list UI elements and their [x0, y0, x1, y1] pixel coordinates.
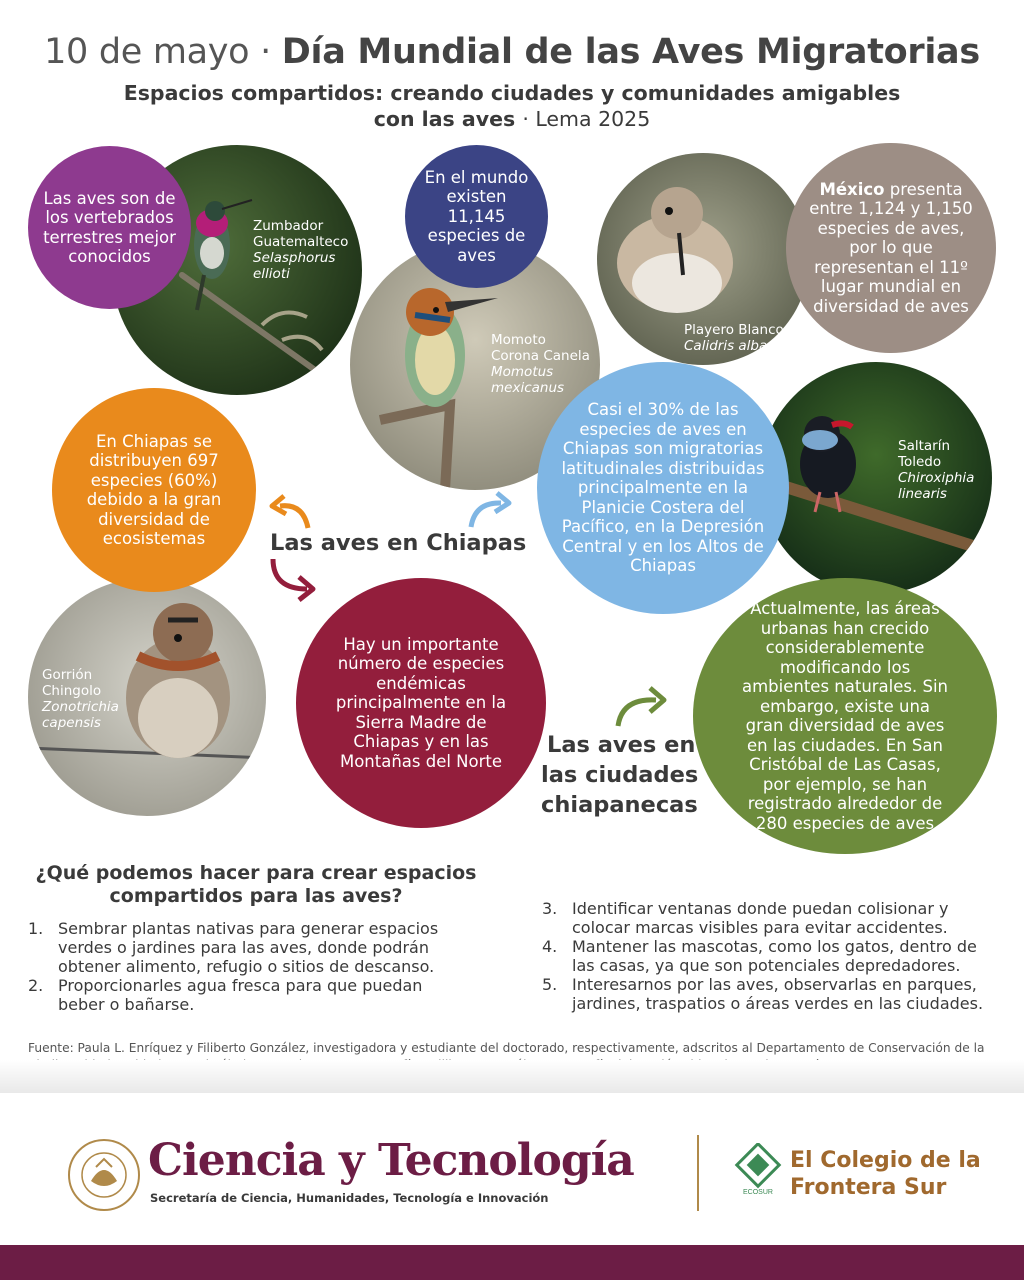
- list-item: [542, 899, 1000, 937]
- list-item: [542, 975, 1000, 1013]
- migratorias-text: Casi el 30% de las especies de aves en Chiapas son migratorias latitudinales distribuidas principalmente en la Planicie Costera del Pacífico, en la Depresión Central y en los Altos de Chiapas: [561, 400, 765, 576]
- caption-saltarin-scientific: [898, 470, 978, 502]
- actions-heading: [0, 862, 512, 908]
- title-date: 10 de mayo: [44, 32, 250, 72]
- item-number: 3.: [542, 899, 558, 918]
- caption-playero-scientific: [684, 338, 794, 354]
- item-number: 4.: [542, 937, 558, 956]
- ecosur-logo-icon: [734, 1143, 782, 1195]
- caption-gorrion-common: Gorrión Chingolo: [42, 667, 102, 699]
- item-text: Interesarnos por las aves, observarlas en parques, jardines, traspatios o áreas verdes en las ciudades.: [572, 975, 984, 1013]
- ciudades-line2: las ciudades: [541, 762, 699, 788]
- momoto-sci-text: Momotus mexicanus: [491, 364, 565, 396]
- mexico-rest: presenta entre 1,124 y 1,150 especies de aves, por lo que representan el 11º lugar mundial en diversidad de aves: [809, 179, 973, 316]
- circle-mexico: [786, 143, 996, 353]
- ecosur-small-text: ECOSUR: [743, 1189, 773, 1195]
- item-text: Proporcionarles agua fresca para que puedan beber o bañarse.: [58, 976, 423, 1014]
- mexico-text-wrap: [809, 180, 974, 317]
- subtitle-line1: Espacios compartidos: creando ciudades y comunidades amigables: [123, 81, 901, 105]
- item-number: 2.: [28, 976, 44, 995]
- footer: [0, 1093, 1024, 1245]
- mundo-text: En el mundo existen 11,145 especies de aves: [424, 167, 529, 265]
- playero-sci-text: Calidris alba: [684, 338, 768, 354]
- ecosur-line2: Frontera Sur: [790, 1175, 947, 1200]
- footer-divider: [697, 1135, 699, 1211]
- actions-list-right: [542, 899, 1000, 1013]
- subtitle-suffix: · Lema 2025: [522, 107, 651, 131]
- endemicas-text: Hay un importante número de especies endémicas principalmente en la Sierra Madre de Chiapas y en las Montañas del Norte: [335, 634, 507, 771]
- actions-heading-line1: ¿Qué podemos hacer para crear espacios: [35, 862, 477, 884]
- arrow-blue-icon: [463, 485, 515, 535]
- caption-saltarin-common: Saltarín Toledo: [898, 438, 951, 470]
- list-item: [28, 976, 468, 1014]
- bottom-color-bar: [0, 1245, 1024, 1280]
- source-note: Fuente: Paula L. Enríquez y Filiberto González, investigadora y estudiante del doctorado, respectivamente, adscritos al Departamento de Conservación de la: [28, 1041, 985, 1055]
- circle-vertebrados: [28, 146, 191, 309]
- item-text: Identificar ventanas donde puedan colisionar y colocar marcas visibles para evitar accidentes.: [572, 899, 949, 937]
- subtitle-line2-wrap: [90, 106, 934, 132]
- chiapas-text: En Chiapas se distribuyen 697 especies (60%) debido a la gran diversidad de ecosistemas: [86, 431, 222, 548]
- actions-list-left: [28, 919, 468, 1014]
- saltarin-sci-text: Chiroxiphia linearis: [898, 470, 975, 502]
- arrow-crimson-icon: [265, 555, 325, 605]
- item-number: 5.: [542, 975, 558, 994]
- list-item: [28, 919, 468, 976]
- caption-momoto: [491, 332, 596, 396]
- item-text: Sembrar plantas nativas para generar espacios verdes o jardines para las aves, donde podrán obtener alimento, refugio o sitios de descanso.: [58, 919, 439, 976]
- caption-zumbador-scientific: [253, 250, 363, 282]
- subtitle-line2: con las aves: [373, 107, 516, 131]
- caption-zumbador: [253, 218, 363, 282]
- title-separator: ·: [260, 32, 271, 72]
- heading-aves-ciudades: [541, 730, 698, 820]
- circle-urbanas: [693, 578, 997, 854]
- caption-zumbador-common: Zumbador Guatemalteco: [253, 218, 349, 250]
- mexico-seal-icon: [66, 1137, 142, 1213]
- circle-mundo: [405, 145, 548, 288]
- list-item: [542, 937, 1000, 975]
- ecosur-line1: El Colegio de la: [790, 1148, 981, 1173]
- caption-saltarin: [898, 438, 978, 502]
- zumbador-sci-text: Selasphorus ellioti: [253, 250, 336, 282]
- actions-heading-line2: compartidos para las aves?: [109, 885, 403, 907]
- gorrion-sci-text: Zonotrichia capensis: [42, 699, 119, 731]
- item-number: 1.: [28, 919, 44, 938]
- circle-migratorias: [537, 362, 789, 614]
- caption-playero: [684, 322, 794, 354]
- caption-gorrion-scientific: [42, 699, 132, 731]
- logo-ciencia-subtitle: Secretaría de Ciencia, Humanidades, Tecnología e Innovación: [150, 1191, 549, 1205]
- logo-ciencia-title: Ciencia y Tecnología: [148, 1135, 634, 1186]
- footer-shadow: [0, 1060, 1024, 1094]
- urbanas-text: Actualmente, las áreas urbanas han crecido considerablemente modificando los ambientes naturales. Sin embargo, existe una gran diversidad de aves en las ciudades. En San Cristóbal de Las Casas, por ejemplo, se han registrado alrededor de 280 especies de aves: [741, 599, 949, 833]
- page-title: [0, 32, 1024, 72]
- circle-chiapas: [52, 388, 256, 592]
- mexico-bold: México: [819, 179, 885, 199]
- logo-ecosur-text: [790, 1147, 981, 1201]
- ciudades-line1: Las aves en: [547, 732, 696, 758]
- heading-aves-chiapas: Las aves en Chiapas: [270, 530, 527, 556]
- caption-momoto-common: Momoto Corona Canela: [491, 332, 590, 364]
- page-subtitle: [90, 80, 934, 132]
- caption-playero-common: Playero Blanco: [684, 322, 784, 338]
- circle-endemicas: [296, 578, 546, 828]
- item-text: Mantener las mascotas, como los gatos, dentro de las casas, ya que son potenciales depredadores.: [572, 937, 977, 975]
- ciudades-line3: chiapanecas: [541, 792, 698, 818]
- caption-gorrion: [42, 667, 132, 731]
- title-main: Día Mundial de las Aves Migratorias: [281, 32, 980, 72]
- arrow-green-icon: [612, 680, 670, 730]
- vertebrados-text: Las aves son de los vertebrados terrestres mejor conocidos: [43, 188, 176, 266]
